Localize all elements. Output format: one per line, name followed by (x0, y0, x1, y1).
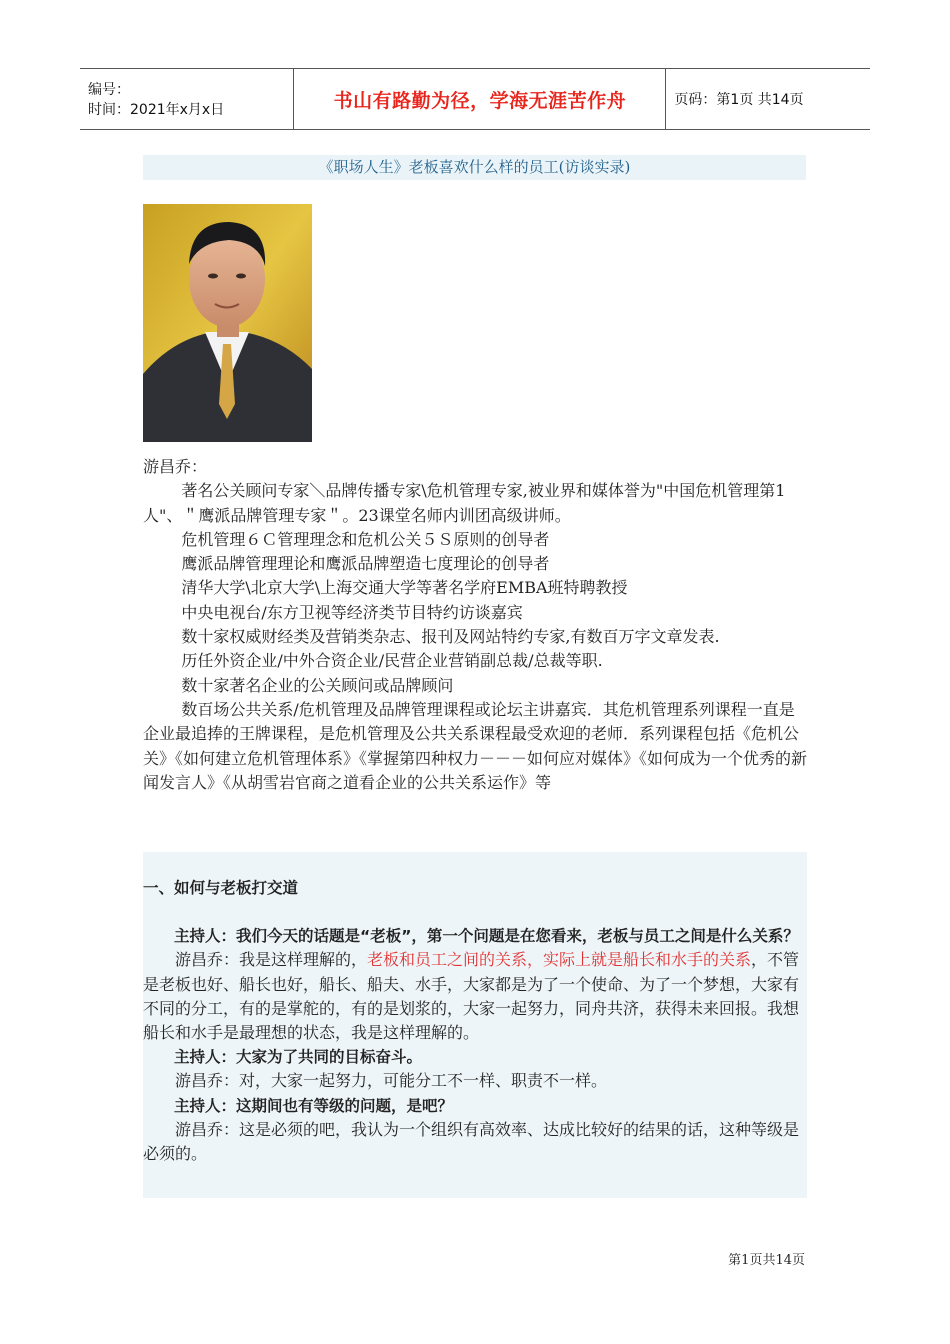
host-question: 主持人：我们今天的话题是“老板”，第一个问题是在您看来，老板与员工之间是什么关系？ (174, 927, 799, 946)
document-title: 《职场人生》老板喜欢什么样的员工(访谈实录) (143, 155, 806, 180)
bio-paragraph: 数百场公共关系/危机管理及品牌管理课程或论坛主讲嘉宾．其危机管理系列课程一直是企业最追捧的王牌课程，是危机管理及公共关系课程最受欢迎的老师．系列课程包括《危机公关》《如何建立危机管理体系》《掌握第四种权力－－－如何应对媒体》《如何成为一个优秀的新闻发言人》《从胡雪岩官商之道看企业的公共关系运作》等 (143, 699, 808, 792)
header-left-cell (80, 69, 294, 130)
bio-paragraph: 历任外资企业/中外合资企业/民营企业营销副总裁/总裁等职. (181, 651, 603, 671)
bio-paragraph: 鹰派品牌管理理论和鹰派品牌塑造七度理论的创导者 (181, 554, 550, 574)
guest-answer: 游昌乔：这是必须的吧，我认为一个组织有高效率、达成比较好的结果的话，这种等级是必须的。 (143, 1119, 800, 1164)
spacer (143, 900, 807, 924)
interview-section (143, 852, 807, 1198)
header-table (80, 68, 870, 130)
page-footer: 第1页共14页 (728, 1253, 805, 1268)
bio-paragraph: 中央电视台/东方卫视等经济类节目特约访谈嘉宾 (181, 602, 523, 622)
bio-paragraph: 数十家著名企业的公关顾问或品牌顾问 (181, 675, 454, 695)
number-label: 编号： (88, 82, 130, 98)
host-question: 主持人：这期间也有等级的问题，是吧？ (174, 1096, 454, 1115)
bio-name: 游昌乔： (143, 457, 208, 476)
portrait-photo (143, 204, 312, 442)
answer-text: ，不管是老板也好、船长也好，船长、船夫、水手，大家都是为了一个使命、为了一个梦想，大家有不同的分工，有的是掌舵的，有的是划浆的，大家一起努力，同舟共济，获得未来回报。我想船长和水手是最理想的状态，我是这样理解的。 (143, 950, 800, 1043)
time-label: 时间：2021年x月x日 (88, 102, 225, 118)
motto: 书山有路勤为径，学海无涯苦作舟 (333, 89, 627, 112)
answer-text: 游昌乔：我是这样理解的， (175, 950, 368, 970)
page-info: 页码：第1页 共14页 (674, 92, 804, 108)
guest-answer: 游昌乔：对，大家一起努力，可能分工不一样、职责不一样。 (175, 1071, 608, 1091)
header-motto-cell (294, 69, 666, 130)
section-heading: 一、如何与老板打交道 (143, 879, 299, 897)
highlighted-text: 老板和员工之间的关系，实际上就是船长和水手的关系 (367, 950, 752, 970)
bio-paragraph: 清华大学\北京大学\上海交通大学等著名学府EMBA班特聘教授 (181, 578, 628, 598)
bio-paragraph: 著名公关顾问专家＼品牌传播专家\危机管理专家,被业界和媒体誉为"中国危机管理第1人"、＂鹰派品牌管理专家＂。23课堂名师内训团高级讲师。 (143, 481, 786, 525)
host-question: 主持人：大家为了共同的目标奋斗。 (174, 1048, 423, 1067)
bio-paragraph: 危机管理６Ｃ管理理念和危机公关５Ｓ原则的创导者 (181, 529, 550, 549)
guest-answer (143, 948, 807, 1045)
bio-section (143, 455, 807, 795)
bio-paragraph: 数十家权威财经类及营销类杂志、报刊及网站特约专家,有数百万字文章发表. (181, 627, 720, 647)
